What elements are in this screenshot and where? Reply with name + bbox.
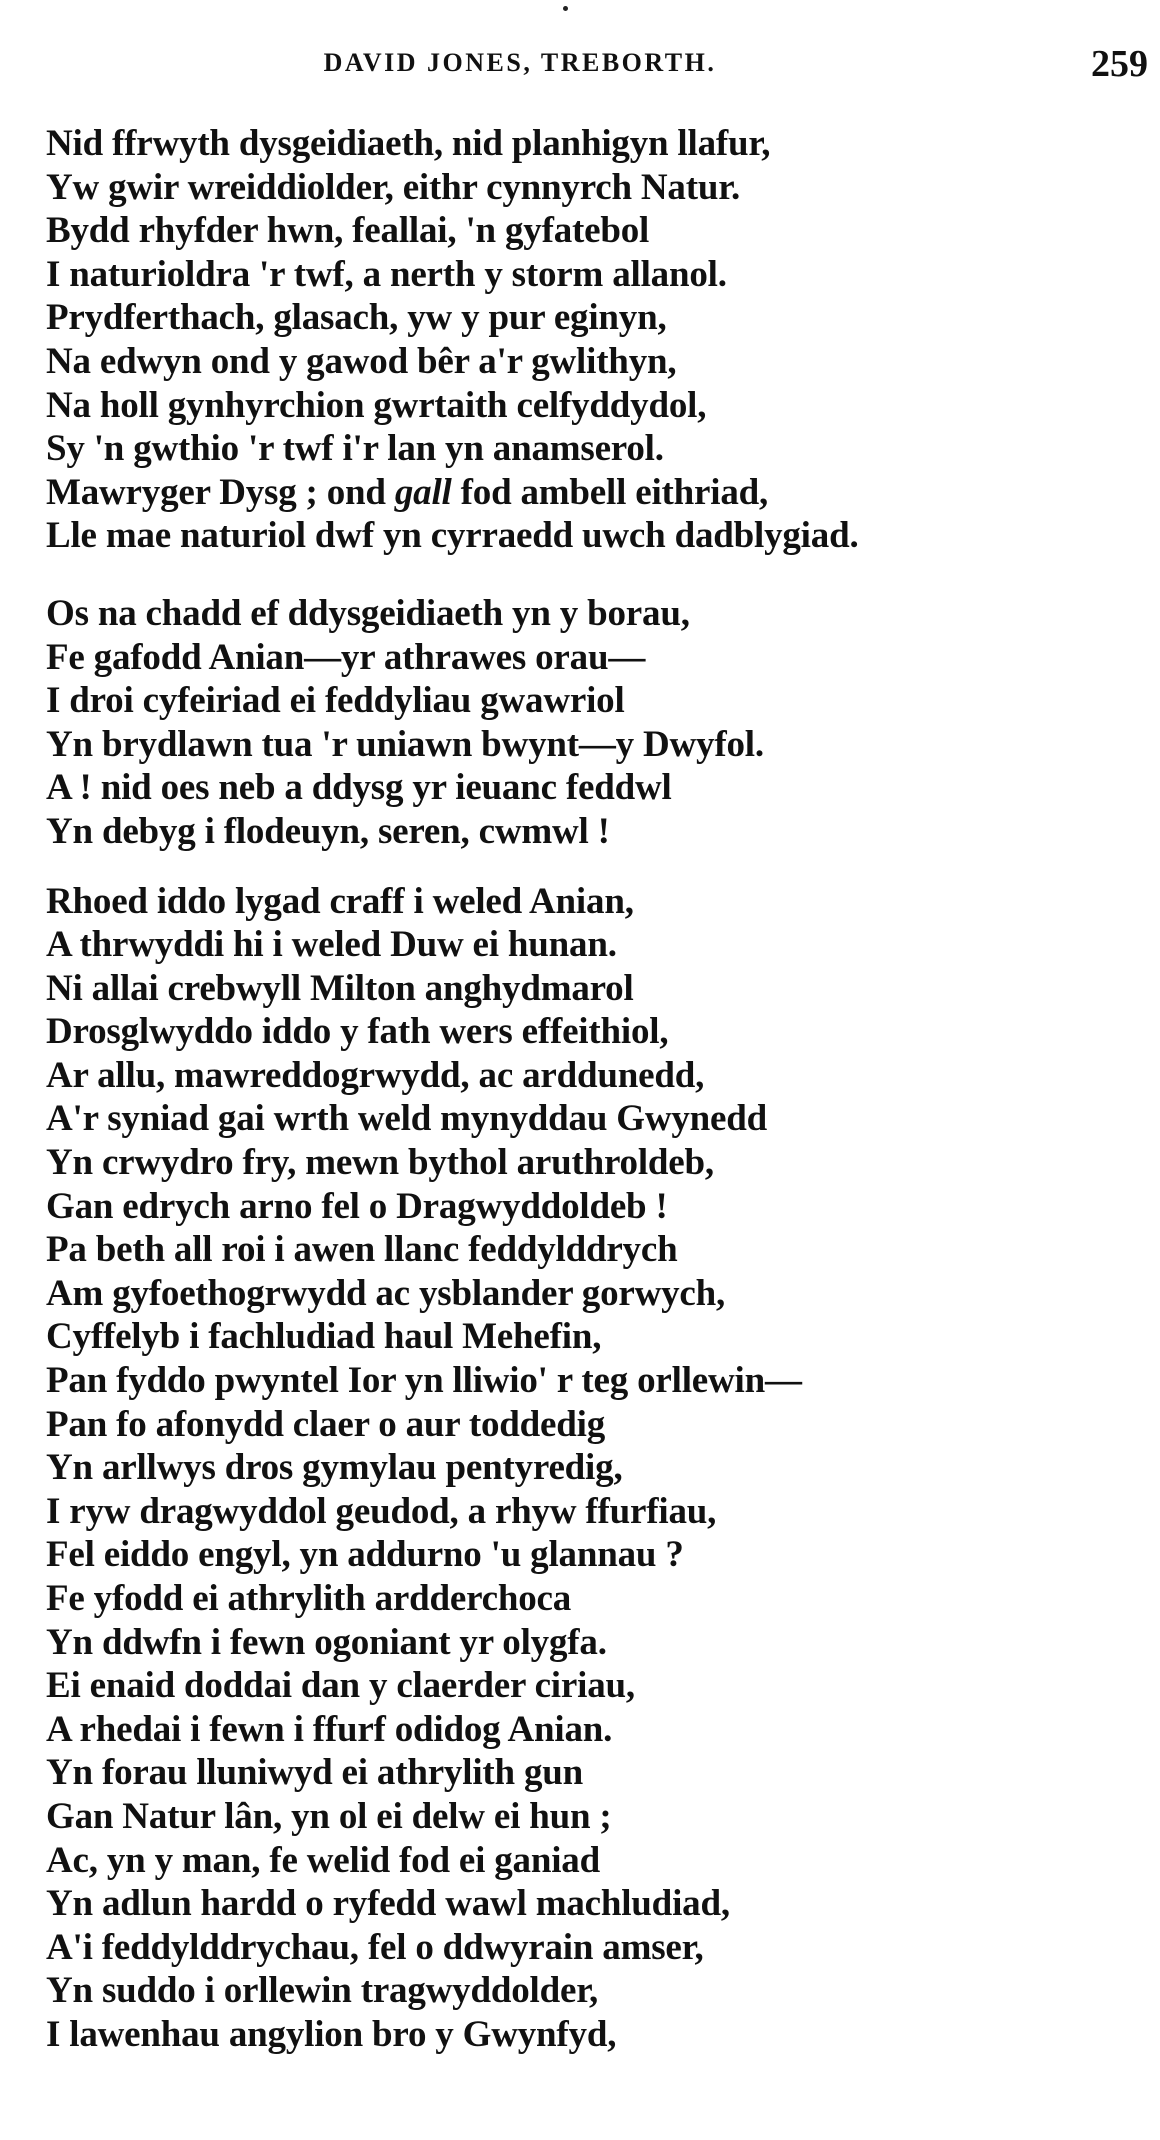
- stanza: [46, 880, 1146, 2057]
- poem-line: I ryw dragwyddol geudod, a rhyw ffurfiau,: [46, 1490, 717, 1532]
- poem-line: Os na chadd ef ddysgeidiaeth yn y borau,: [46, 592, 690, 634]
- poem-line: Yw gwir wreiddiolder, eithr cynnyrch Natur.: [46, 166, 741, 208]
- poem-line: Pa beth all roi i awen llanc feddylddrych: [46, 1229, 678, 1271]
- poem-line: Fe yfodd ei athrylith ardderchoca: [46, 1578, 572, 1619]
- poem-line: Gan edrych arno fel o Dragwyddoldeb !: [46, 1185, 668, 1227]
- poem-line: Mawryger Dysg ; ond gall fod ambell eithriad,: [46, 471, 769, 513]
- stanza: [46, 592, 1146, 854]
- poem-line: A'r syniad gai wrth weld mynyddau Gwynedd: [46, 1098, 767, 1140]
- poem-line: Lle mae naturiol dwf yn cyrraedd uwch dadblygiad.: [46, 515, 859, 557]
- poem-line: Yn forau lluniwyd ei athrylith gun: [46, 1752, 583, 1794]
- running-title: DAVID JONES, TREBORTH.: [323, 48, 717, 77]
- poem-line: Yn suddo i orllewin tragwyddolder,: [46, 1970, 599, 2012]
- page-number: 259: [1091, 43, 1148, 85]
- poem-line: Am gyfoethogrwydd ac ysblander gorwych,: [46, 1272, 726, 1314]
- poem-line: A'i feddylddrychau, fel o ddwyrain amser,: [46, 1926, 704, 1968]
- poem-line: Drosglwyddo iddo y fath wers effeithiol,: [46, 1011, 669, 1053]
- poem: [46, 122, 1146, 2079]
- poem-line: Yn brydlawn tua 'r uniawn bwynt—y Dwyfol.: [46, 723, 764, 765]
- poem-line: Nid ffrwyth dysgeidiaeth, nid planhigyn llafur,: [46, 123, 771, 164]
- print-speck: [563, 6, 568, 11]
- poem-line: Yn debyg i flodeuyn, seren, cwmwl !: [46, 810, 610, 852]
- poem-line: Pan fo afonydd claer o aur toddedig: [46, 1403, 606, 1445]
- poem-line: Rhoed iddo lygad craff i weled Anian,: [46, 880, 634, 922]
- poem-line: Yn ddwfn i fewn ogoniant yr olygfa.: [46, 1621, 607, 1663]
- poem-line: I lawenhau angylion bro y Gwynfyd,: [46, 2013, 617, 2055]
- poem-line: Gan Natur lân, yn ol ei delw ei hun ;: [46, 1795, 612, 1837]
- poem-line: Pan fyddo pwyntel Ior yn lliwio' r teg orllewin—: [46, 1360, 802, 1402]
- poem-line: A rhedai i fewn i ffurf odidog Anian.: [46, 1708, 613, 1750]
- poem-line: Yn adlun hardd o ryfedd wawl machludiad,: [46, 1883, 730, 1925]
- poem-line: Fel eiddo engyl, yn addurno 'u glannau ?: [46, 1534, 684, 1576]
- poem-line: Ni allai crebwyll Milton anghydmarol: [46, 967, 634, 1009]
- poem-line: Yn arllwys dros gymylau pentyredig,: [46, 1447, 623, 1489]
- running-head: [0, 43, 1160, 92]
- poem-line: Na edwyn ond y gawod bêr a'r gwlithyn,: [46, 340, 677, 382]
- poem-line: Yn crwydro fry, mewn bythol aruthroldeb,: [46, 1142, 714, 1184]
- poem-line: Sy 'n gwthio 'r twf i'r lan yn anamserol.: [46, 428, 664, 470]
- poem-line: Fe gafodd Anian—yr athrawes orau—: [46, 636, 646, 678]
- poem-line: Ei enaid doddai dan y claerder ciriau,: [46, 1665, 635, 1707]
- poem-line: I naturioldra 'r twf, a nerth y storm allanol.: [46, 253, 727, 295]
- poem-line: Bydd rhyfder hwn, feallai, 'n gyfatebol: [46, 210, 650, 252]
- poem-line: A ! nid oes neb a ddysg yr ieuanc feddwl: [46, 767, 672, 809]
- poem-line: Ac, yn y man, fe welid fod ei ganiad: [46, 1839, 600, 1881]
- poem-line: Na holl gynhyrchion gwrtaith celfyddydol,: [46, 384, 707, 426]
- poem-line: Ar allu, mawreddogrwydd, ac arddunedd,: [46, 1054, 705, 1096]
- stanza: [46, 122, 1146, 558]
- poem-line: I droi cyfeiriad ei feddyliau gwawriol: [46, 680, 625, 722]
- poem-line: Prydferthach, glasach, yw y pur eginyn,: [46, 297, 667, 339]
- poem-line: A thrwyddi hi i weled Duw ei hunan.: [46, 924, 617, 966]
- poem-line: Cyffelyb i fachludiad haul Mehefin,: [46, 1316, 602, 1358]
